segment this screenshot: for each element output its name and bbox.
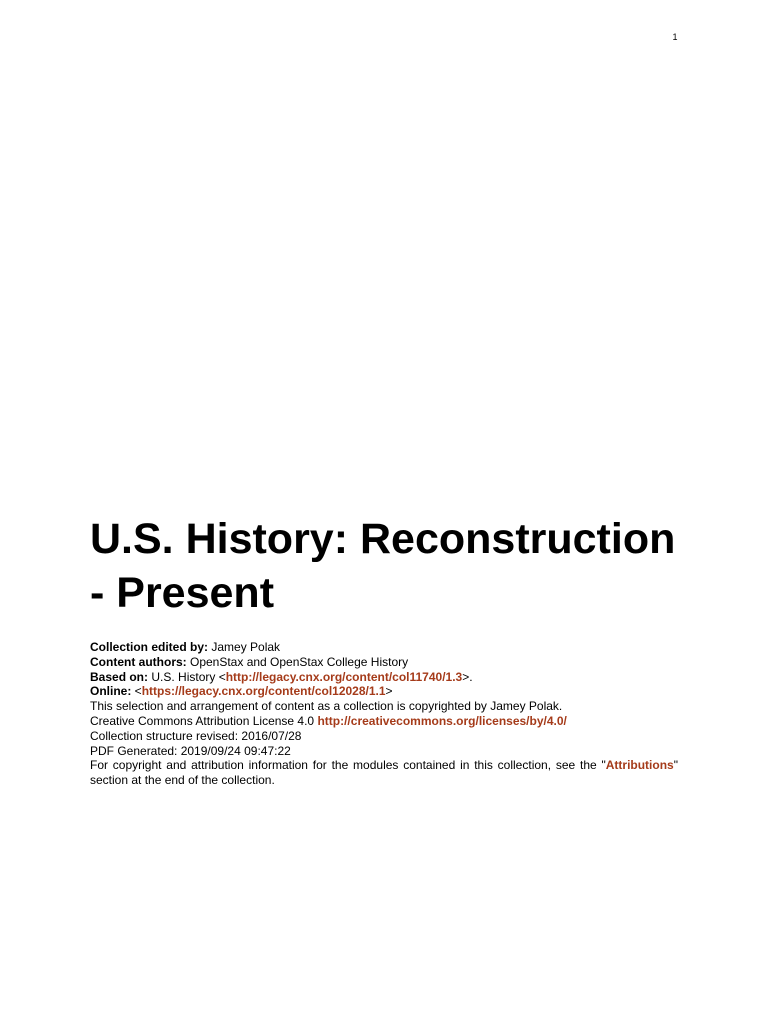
attribution-text: For copyright and attribution information for the modules contained in this collection, see the "	[90, 758, 606, 773]
based-on-label: Based on:	[90, 669, 149, 684]
title-line-2: - Present	[90, 569, 275, 617]
page-number: 1	[672, 32, 678, 42]
title-line-1: U.S. History: Reconstruction	[90, 515, 676, 563]
edited-by-line	[90, 640, 678, 655]
content-authors-label: Content authors:	[90, 654, 187, 669]
online-label: Online:	[90, 684, 132, 699]
attribution-paragraph	[90, 758, 678, 788]
attributions-link[interactable]: Attributions	[605, 758, 674, 773]
document-title	[90, 512, 690, 620]
collection-metadata	[90, 640, 678, 788]
based-on-line	[90, 670, 678, 685]
content-authors-value: OpenStax and OpenStax College History	[186, 654, 409, 669]
online-suffix: >	[385, 684, 393, 699]
license-line	[90, 714, 678, 729]
content-authors-line	[90, 655, 678, 670]
online-line	[90, 684, 678, 699]
based-on-text: U.S. History <	[148, 669, 226, 684]
copyright-line: This selection and arrangement of content as a collection is copyrighted by Jamey Polak.	[90, 699, 563, 714]
online-link[interactable]: https://legacy.cnx.org/content/col12028/1.1	[141, 684, 386, 699]
edited-by-value: Jamey Polak	[208, 640, 281, 654]
based-on-link[interactable]: http://legacy.cnx.org/content/col11740/1.3	[225, 669, 463, 684]
revised-line: Collection structure revised: 2016/07/28	[90, 728, 302, 743]
edited-by-label: Collection edited by:	[90, 640, 209, 654]
attribution-suffix: " section at the end of the collection.	[90, 758, 678, 788]
license-link[interactable]: http://creativecommons.org/licenses/by/4.0/	[317, 713, 567, 728]
generated-line: PDF Generated: 2019/09/24 09:47:22	[90, 743, 291, 758]
license-text: Creative Commons Attribution License 4.0	[90, 713, 318, 728]
online-text: <	[131, 684, 142, 699]
based-on-suffix: >.	[462, 669, 473, 684]
